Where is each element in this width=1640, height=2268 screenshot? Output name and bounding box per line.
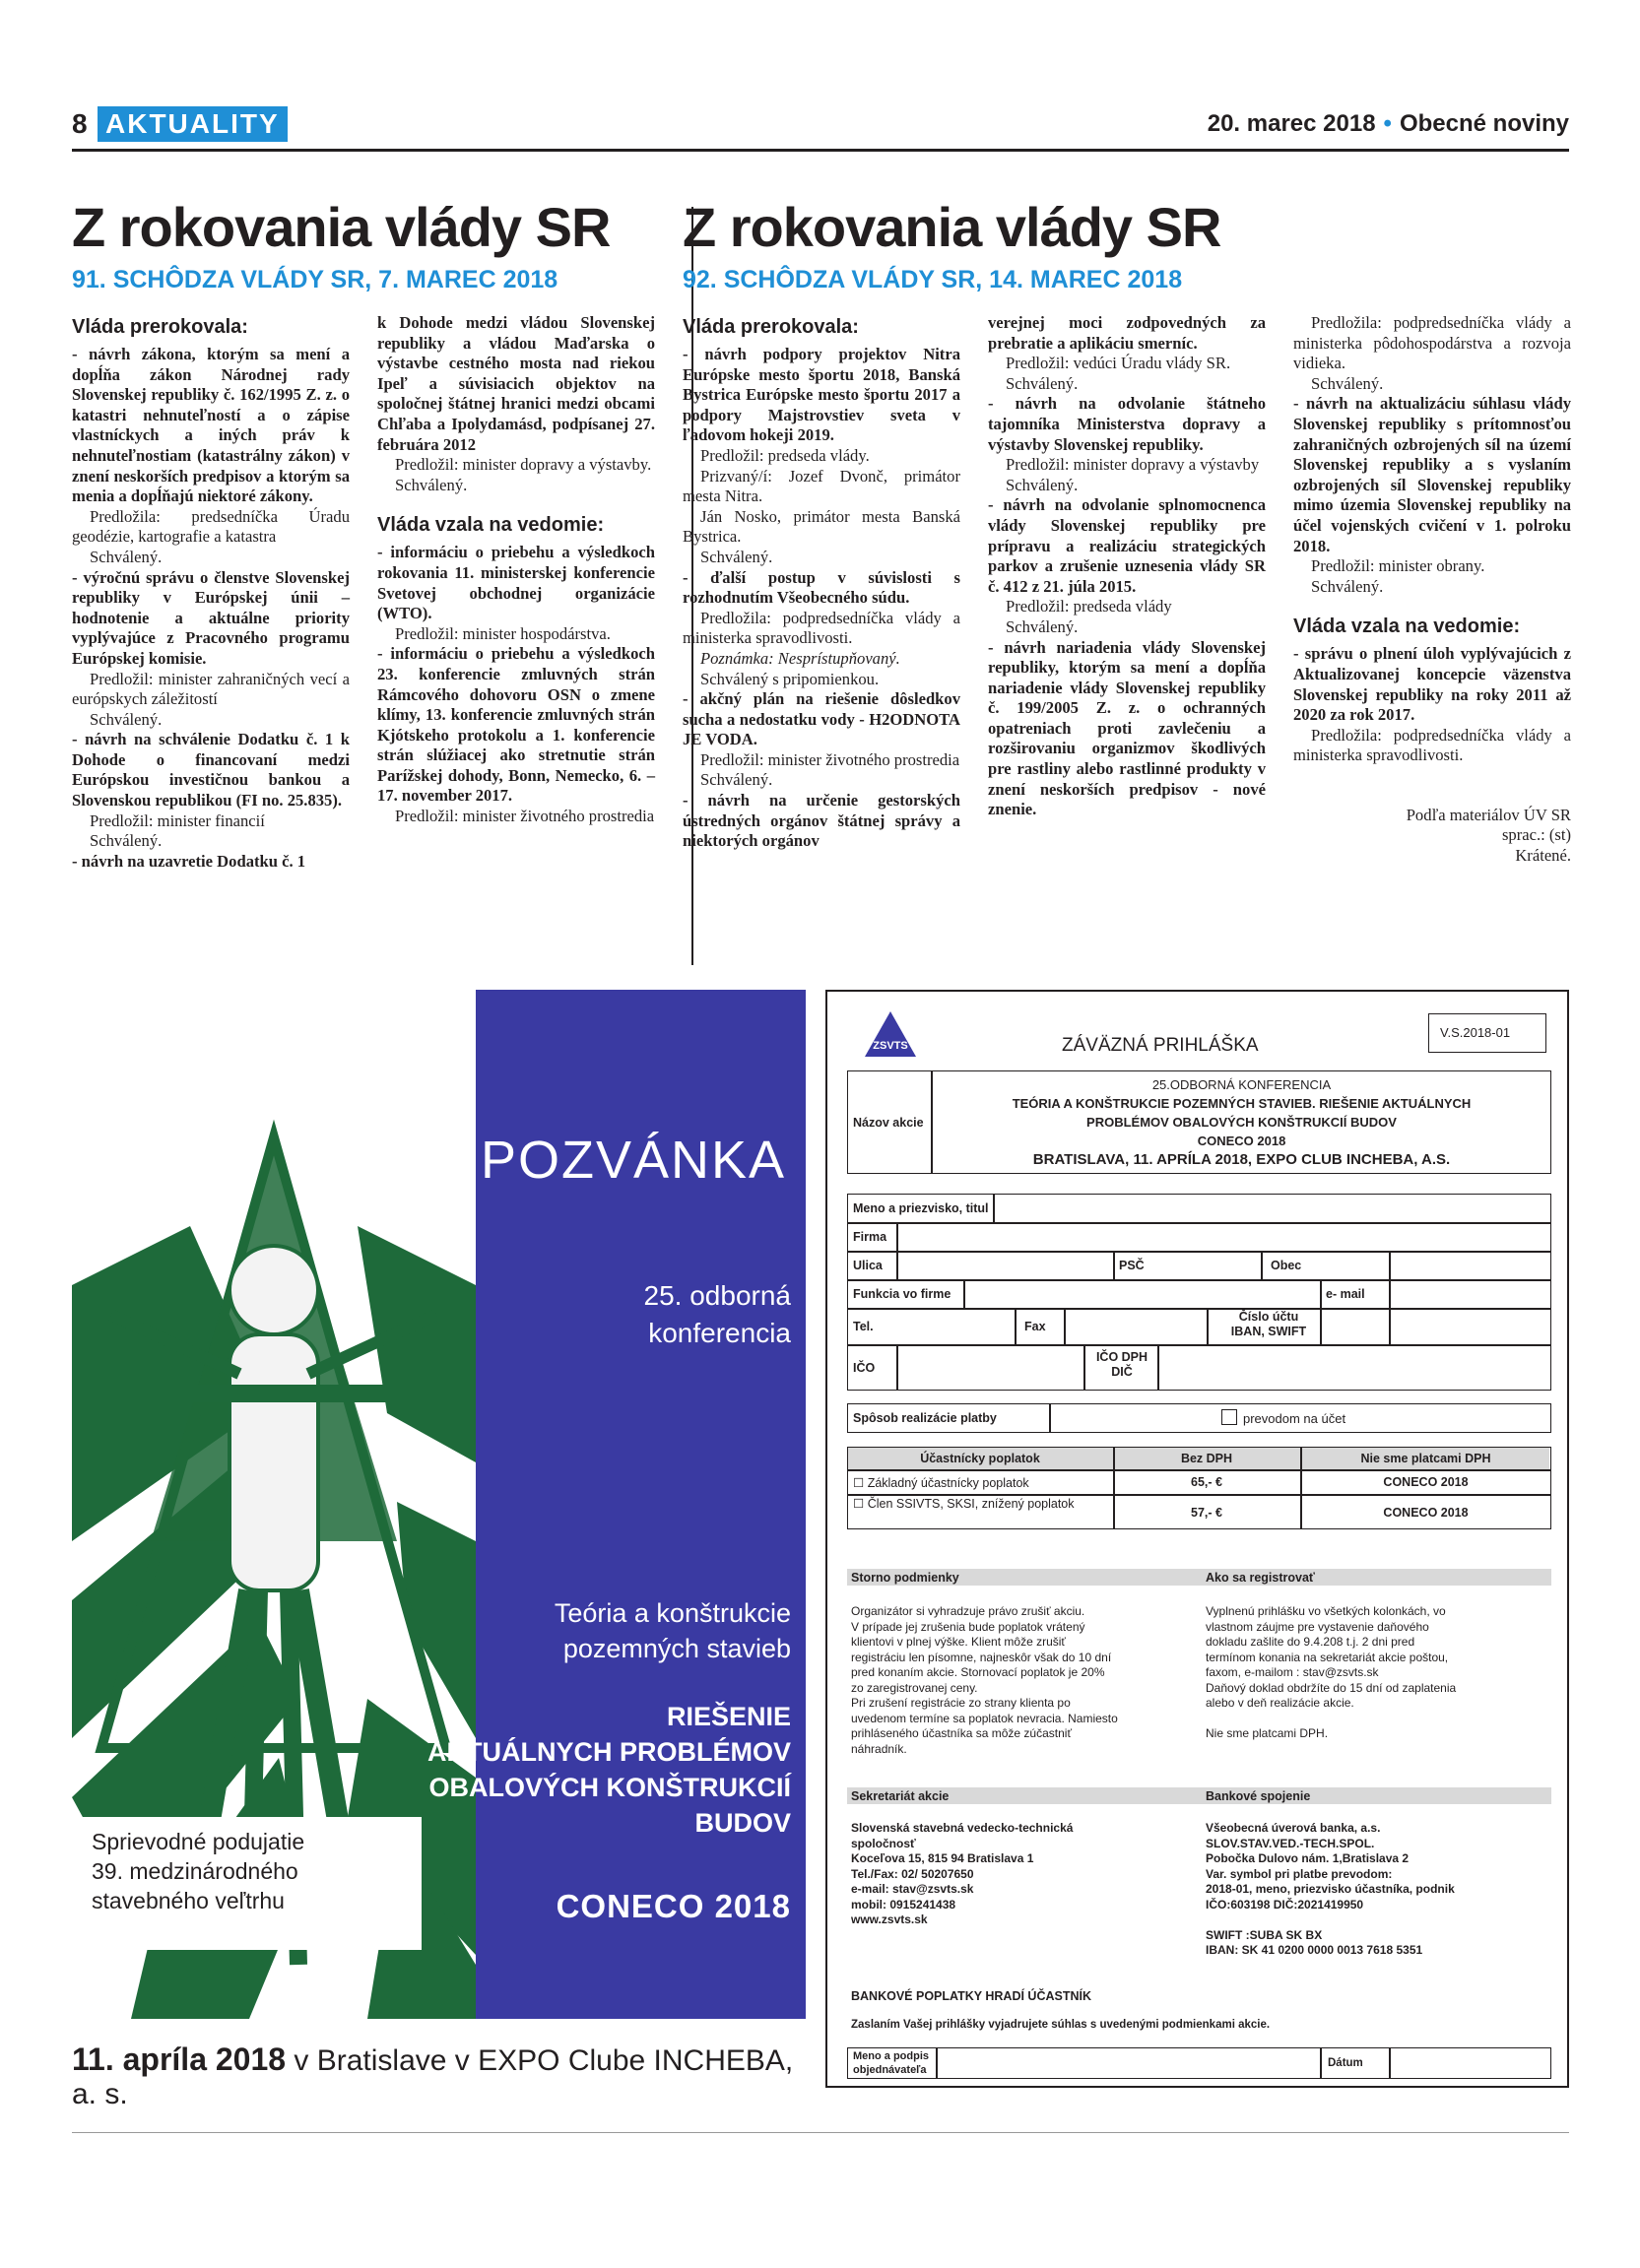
divider <box>1389 1251 1391 1279</box>
text-line: dokladu zašlite do 9.4.208 t.j. 2 dni pred <box>1206 1635 1415 1649</box>
fax-label: Fax <box>1024 1320 1046 1333</box>
poster-venue: v Bratislave v EXPO Clube INCHEBA, a. s. <box>72 2044 794 2110</box>
conference-poster <box>72 990 806 2110</box>
divider <box>1261 1251 1263 1279</box>
fee-label: Základný účastnícky poplatok <box>867 1476 1029 1490</box>
divider <box>896 1344 898 1391</box>
left-article-subtitle: 91. SCHÔDZA VLÁDY SR, 7. MAREC 2018 <box>72 266 558 293</box>
divider <box>963 1279 965 1308</box>
side-line: 39. medzinárodného <box>92 1858 298 1884</box>
function-label: Funkcia vo firme <box>853 1287 951 1301</box>
section-tag: AKTUALITY <box>98 106 288 142</box>
text-line: prihláseného účastníka sa môže zúčastniť <box>851 1726 1072 1740</box>
divider <box>936 2047 938 2079</box>
agenda-note: Schválený. <box>1311 373 1384 393</box>
agenda-note: Predložil: minister zahraničných vecí a európskych záležitostí <box>72 669 350 709</box>
text-line: termínom konania na sekretariát akcie poštou, <box>1206 1650 1449 1664</box>
text-line: pred konaním akcie. Stornovací poplatok je 20% <box>851 1665 1105 1679</box>
storno-text <box>851 1604 1196 1757</box>
section-heading: Vláda prerokovala: <box>72 316 248 338</box>
register-text <box>1206 1604 1550 1742</box>
agenda-note: Poznámka: Nesprístupňovaný. <box>700 648 900 668</box>
zsvts-logo-icon <box>863 1009 918 1059</box>
text-line: IČO:603198 DIČ:2021419950 <box>1206 1897 1364 1912</box>
agenda-note: Schválený. <box>90 831 163 851</box>
left-article-col2 <box>377 313 655 827</box>
text-line: 2018-01, meno, priezvisko účastníka, podnik <box>1206 1882 1455 1896</box>
agenda-note: Predložil: predseda vlády. <box>700 445 870 465</box>
account-label <box>1219 1310 1318 1339</box>
agenda-note: Predložil: vedúci Úradu vlády SR. <box>1006 354 1231 373</box>
agenda-item: - návrh nariadenia vlády Slovenskej republiky, ktorým sa mení a dopĺňa nariadenie vlády Slovenskej republiky č. 199/2005 Z. z. o ochranných opatreniach proti zavlečeniu a rozširovaniu organizmov škodlivých pre rastliny alebo rastlinné produkty v znení neskorších predpisov - nové znenie. <box>988 637 1266 819</box>
bank-title: Bankové spojenie <box>1206 1789 1311 1803</box>
divider <box>847 1279 1551 1281</box>
divider <box>847 1308 1551 1310</box>
agenda-note: Predložil: minister životného prostredia <box>395 807 655 826</box>
divider <box>1015 1308 1017 1344</box>
text-line: IBAN: SK 41 0200 0000 0013 7618 5351 <box>1206 1943 1423 1957</box>
text-line: SWIFT :SUBA SK BX <box>1206 1927 1323 1942</box>
agenda-note: Predložil: predseda vlády <box>1006 597 1172 616</box>
fee-label: Člen SSIVTS, SKSI, znížený poplatok <box>867 1497 1075 1511</box>
divider <box>1389 1308 1391 1344</box>
agenda-note: Predložila: predsedníčka Úradu geodézie, kartografie a katastra <box>72 506 350 547</box>
agenda-item: verejnej moci zodpovedných za prebratie a aplikáciu smerníc. <box>988 313 1266 353</box>
fee-price: 65,- € <box>1191 1475 1222 1489</box>
text-line: Pri zrušení registrácie zo strany klienta po <box>851 1696 1071 1710</box>
agenda-item: k Dohode medzi vládou Slovenskej republiky a vládou Maďarska o výstavbe cestného mosta nad riekou Ipeľ a súvisiacich objektov na spoločnej štátnej hranici medzi obcami Chľaba a Ipolydamásd, podpísanej 27. februára 2012 <box>377 313 655 454</box>
text-line: Všeobecná úverová banka, a.s. <box>1206 1821 1381 1835</box>
agenda-note: Predložil: minister životného prostredia <box>700 749 960 769</box>
text-line: Organizátor si vyhradzuje právo zrušiť akciu. <box>851 1604 1085 1618</box>
poster-topic <box>367 1595 791 1666</box>
signature-line: objednávateľa <box>853 2064 927 2076</box>
fee-price: 57,- € <box>1191 1506 1222 1520</box>
signature-line: Meno a podpis <box>853 2050 929 2062</box>
conf-line: konferencia <box>648 1318 791 1348</box>
name-label: Meno a priezvisko, titul <box>853 1201 989 1215</box>
text-line: Var. symbol pri platbe prevodom: <box>1206 1866 1393 1881</box>
text-line: V prípade jej zrušenia bude poplatok vrátený <box>851 1619 1085 1634</box>
icodph-line: IČO DPH <box>1095 1350 1148 1364</box>
side-line: Sprievodné podujatie <box>92 1829 305 1854</box>
divider <box>896 1251 898 1279</box>
text-line <box>1206 1912 1550 1928</box>
spacer <box>1293 766 1571 806</box>
event-line: CONECO 2018 <box>1197 1134 1286 1148</box>
text-line: náhradník. <box>851 1741 907 1756</box>
poster-side-event <box>92 1827 417 1915</box>
page-number: 8 <box>72 108 88 139</box>
divider <box>1157 1344 1159 1391</box>
divider <box>1083 1344 1085 1391</box>
text-line: Slovenská stavebná vedecko-technická <box>851 1821 1074 1835</box>
headline-line: OBALOVÝCH KONŠTRUKCIÍ <box>428 1773 791 1802</box>
registration-form <box>825 990 1569 2088</box>
poster-date: 11. apríla 2018 <box>72 2041 287 2077</box>
payment-label: Spôsob realizácie platby <box>853 1411 997 1425</box>
left-article-title: Z rokovania vlády SR <box>72 196 611 258</box>
agenda-note: Ján Nosko, primátor mesta Banská Bystrica. <box>683 506 960 547</box>
icodph-label <box>1088 1350 1155 1380</box>
text-line: faxom, e-mailom : stav@zsvts.sk <box>1206 1665 1379 1679</box>
account-line: Číslo účtu <box>1238 1310 1299 1324</box>
text-line: e-mail: stav@zsvts.sk <box>851 1882 974 1896</box>
text-line: www.zsvts.sk <box>851 1912 928 1926</box>
text-line: alebo v deň realizácie akcie. <box>1206 1696 1354 1710</box>
topic-line: pozemných stavieb <box>562 1634 791 1663</box>
headline-line: RIEŠENIE <box>666 1702 791 1731</box>
text-line: Koceľova 15, 815 94 Bratislava 1 <box>851 1851 1034 1865</box>
agenda-item: - správu o plnení úloh vyplývajúcich z Aktualizovanej koncepcie väzenstva Slovenskej republiky na roky 2011 až 2020 za rok 2017. <box>1293 644 1571 725</box>
register-title: Ako sa registrovať <box>1206 1571 1315 1585</box>
text-line: zo zaregistrovanej ceny. <box>851 1680 978 1695</box>
topic-line: Teória a konštrukcie <box>554 1598 791 1628</box>
divider <box>931 1070 933 1174</box>
agenda-note: Predložil: minister obrany. <box>1311 556 1485 576</box>
fee-note: CONECO 2018 <box>1383 1506 1469 1520</box>
name-input[interactable] <box>997 1197 1548 1220</box>
divider <box>1320 1279 1322 1308</box>
poster-conference-name: CONECO 2018 <box>556 1888 791 1924</box>
fee-row-label[interactable]: ☐ Člen SSIVTS, SKSI, znížený poplatok <box>853 1497 1075 1511</box>
paper-name: Obecné noviny <box>1399 110 1569 137</box>
agenda-note: Predložil: minister dopravy a výstavby <box>1006 455 1260 475</box>
divider <box>847 1494 1551 1496</box>
divider <box>847 1344 1551 1346</box>
payment-checkbox[interactable] <box>1221 1409 1237 1425</box>
agenda-note: Schválený. <box>90 709 163 729</box>
agenda-note: Schválený. <box>700 770 773 790</box>
consent-text: Zaslaním Vašej prihlášky vyjadrujete súhlas s uvedenými podmienkami akcie. <box>851 2019 1271 2031</box>
fee-header: Účastnícky poplatok <box>920 1452 1040 1465</box>
secretariat-text <box>851 1821 1196 1928</box>
ico-label: IČO <box>853 1361 876 1375</box>
text-line: Daňový doklad obdržíte do 15 dní od zaplatenia <box>1206 1680 1457 1695</box>
fee-header: Bez DPH <box>1180 1452 1233 1465</box>
agenda-item: - výročnú správu o členstve Slovenskej republiky v Európskej únii – hodnotenie a aktuálne priority vyplývajúce z Pracovného programu Európskej komisie. <box>72 567 350 668</box>
street-label: Ulica <box>853 1259 883 1272</box>
form-title: ZÁVÄZNÁ PRIHLÁŠKA <box>1062 1035 1259 1056</box>
text-line: spoločnosť <box>851 1836 916 1850</box>
agenda-note: Prizvaný/í: Jozef Dvonč, primátor mesta Nitra. <box>683 466 960 506</box>
source-credit: Podľa materiálov ÚV SR <box>1406 805 1571 824</box>
signature-label <box>853 2049 929 2077</box>
event-line: 25.ODBORNÁ KONFERENCIA <box>1151 1077 1332 1092</box>
agenda-note: Predložil: minister hospodárstva. <box>395 623 611 643</box>
agenda-note: Schválený. <box>395 475 468 494</box>
divider <box>1389 2047 1391 2079</box>
divider <box>1049 1403 1051 1433</box>
agenda-note: Schválený. <box>1006 616 1079 636</box>
agenda-note: Predložil: minister financií <box>90 810 265 830</box>
form-code: V.S.2018-01 <box>1440 1025 1511 1040</box>
section-heading: Vláda vzala na vedomie: <box>377 514 605 537</box>
agenda-note: Schválený. <box>700 547 773 566</box>
account-line: IBAN, SWIFT <box>1230 1325 1307 1338</box>
agenda-item: - ďalší postup v súvislosti s rozhodnutím Všeobecného súdu. <box>683 567 960 608</box>
text-line: Tel./Fax: 02/ 50207650 <box>851 1866 974 1881</box>
text-line: Vyplnenú prihlášku vo všetkých kolonkách, vo <box>1206 1604 1446 1618</box>
right-article-col3 <box>1293 313 1571 867</box>
text-line <box>1206 1712 1550 1727</box>
agenda-note: Schválený. <box>90 547 163 566</box>
section-heading: Vláda vzala na vedomie: <box>1293 616 1521 638</box>
event-line: TEÓRIA A KONŠTRUKCIE POZEMNÝCH STAVIEB. RIEŠENIE AKTUÁLNYCH <box>1012 1096 1472 1111</box>
right-article-subtitle: 92. SCHÔDZA VLÁDY SR, 14. MAREC 2018 <box>683 266 1183 293</box>
divider <box>1320 2047 1322 2079</box>
email-input[interactable] <box>1393 1282 1548 1306</box>
headline-line: BUDOV <box>694 1808 791 1838</box>
agenda-note: Schválený. <box>1006 373 1079 393</box>
divider <box>1064 1308 1066 1344</box>
agenda-note: Schválený. <box>1006 475 1079 494</box>
bank-fees-note: BANKOVÉ POPLATKY HRADÍ ÚČASTNÍK <box>851 1989 1091 2003</box>
divider <box>847 1469 1551 1471</box>
text-line: mobil: 0915241438 <box>851 1897 956 1912</box>
agenda-item: - akčný plán na riešenie dôsledkov sucha a nedostatku vody - H2ODNOTA JE VODA. <box>683 689 960 749</box>
issue-date: 20. marec 2018 <box>1207 110 1376 137</box>
tel-label: Tel. <box>853 1320 874 1333</box>
poster-conference-number <box>476 1277 791 1352</box>
divider <box>847 1251 1551 1253</box>
secretariat-title: Sekretariát akcie <box>851 1789 950 1803</box>
agenda-item: - návrh na schválenie Dodatku č. 1 k Dohode o financovaní medzi Európskou investičnou bankou a Slovenskou republikou (FI no. 25.835). <box>72 730 350 810</box>
storno-title: Storno podmienky <box>851 1571 959 1585</box>
poster-headline <box>367 1699 791 1841</box>
text-line: Pobočka Dulovo nám. 1,Bratislava 2 <box>1206 1851 1410 1865</box>
divider <box>1113 1251 1115 1279</box>
event-line: PROBLÉMOV OBALOVÝCH KONŠTRUKCIÍ BUDOV <box>1086 1115 1397 1130</box>
date-label: Dátum <box>1328 2057 1363 2069</box>
signature-input[interactable] <box>939 2049 1317 2077</box>
right-article-col1 <box>683 313 960 852</box>
agenda-note: Schválený. <box>1311 576 1384 596</box>
agenda-item: - informáciu o priebehu a výsledkoch 23. konferencie zmluvných strán Rámcového dohovoru OSN o zmene klímy, 13. konferencie zmluvných strán Kjótskeho protokolu a 1. konferencie strán slúžiacej ako stretnutie strán Parížskej dohody, Bonn, Nemecko, 6. – 17. november 2017. <box>377 644 655 806</box>
header-date-paper <box>1208 110 1569 138</box>
agenda-item: - návrh podpory projektov Nitra Európske mesto športu 2018, Banská Bystrica Európske mesto športu 2017 a podpory Majstrovstiev sveta v ľadovom hokeji 2019. <box>683 345 960 445</box>
date-input[interactable] <box>1392 2049 1549 2077</box>
bottom-rule <box>72 2132 1569 2133</box>
firm-label: Firma <box>853 1230 887 1244</box>
headline-line: AKTUÁLNYCH PROBLÉMOV <box>427 1737 791 1767</box>
poster-title: POZVÁNKA <box>480 1131 787 1190</box>
psc-label: PSČ <box>1119 1259 1145 1272</box>
divider <box>1320 1308 1322 1344</box>
poster-artwork <box>72 990 806 2019</box>
fee-note: CONECO 2018 <box>1383 1475 1469 1489</box>
obec-label: Obec <box>1271 1259 1302 1272</box>
left-article-col1 <box>72 313 350 872</box>
right-article-col2 <box>988 313 1266 820</box>
event-line: BRATISLAVA, 11. APRÍLA 2018, EXPO CLUB INCHEBA, A.S. <box>1032 1151 1451 1168</box>
bullet-separator: • <box>1383 110 1392 137</box>
agenda-note: Schválený s pripomienkou. <box>700 669 880 688</box>
firm-input[interactable] <box>900 1225 1548 1249</box>
agenda-item: - informáciu o priebehu a výsledkoch rokovania 11. ministerskej konferencie Svetovej obchodnej organizácie (WTO). <box>377 543 655 623</box>
text-line: Nie sme platcami DPH. <box>1206 1726 1329 1740</box>
icodph-line: DIČ <box>1111 1365 1133 1379</box>
side-line: stavebného veľtrhu <box>92 1888 285 1913</box>
text-line: klientovi v plnej výške. Klient môže zrušiť <box>851 1635 1066 1649</box>
text-line: vlastnom záujme pre vystavenie daňového <box>1206 1619 1429 1634</box>
agenda-item: - návrh na určenie gestorských ústredných orgánov štátnej správy a niektorých orgánov <box>683 791 960 851</box>
agenda-note: Predložila: podpredsedníčka vlády a ministerka spravodlivosti. <box>1293 725 1571 765</box>
text-line: registráciu len písomne, najneskôr však do 10 dní <box>851 1650 1112 1664</box>
fee-row-label[interactable]: ☐ Základný účastnícky poplatok <box>853 1476 1029 1490</box>
page-header <box>72 106 1569 152</box>
text-line: uvedenom termíne sa poplatok nevracia. Namiesto <box>851 1711 1118 1725</box>
agenda-item: - návrh na odvolanie splnomocnenca vlády Slovenskej republiky pre prípravu a realizáciu strategických parkov a zrušenie uznesenia vlády SR č. 412 z 21. júla 2015. <box>988 495 1266 596</box>
agenda-item: - návrh na aktualizáciu súhlasu vlády Slovenskej republiky s prítomnosťou zahraničných ozbrojených síl na území Slovenskej republiky a s vyslaním ozbrojených síl Slovenskej republiky mimo územia Slovenskej republiky na účel vojenských cvičení v 1. polroku 2018. <box>1293 394 1571 555</box>
source-credit: sprac.: (st) <box>1501 825 1571 845</box>
event-label: Názov akcie <box>853 1116 924 1130</box>
agenda-item: - návrh na uzavretie Dodatku č. 1 <box>72 851 306 871</box>
poster-date-venue <box>72 2041 806 2111</box>
divider <box>993 1194 995 1222</box>
event-name <box>934 1075 1549 1169</box>
fee-header: Nie sme platcami DPH <box>1360 1452 1491 1465</box>
agenda-note: Predložila: podpredsedníčka vlády a ministerka spravodlivosti. <box>683 608 960 648</box>
right-article-title: Z rokovania vlády SR <box>683 196 1221 258</box>
divider <box>847 1222 1551 1224</box>
svg-text:ZSVTS: ZSVTS <box>873 1040 908 1052</box>
conf-line: 25. odborná <box>643 1280 791 1311</box>
agenda-note: Predložil: minister dopravy a výstavby. <box>395 455 652 475</box>
text-line: SLOV.STAV.VED.-TECH.SPOL. <box>1206 1836 1375 1850</box>
divider <box>1207 1308 1209 1344</box>
agenda-item: - návrh zákona, ktorým sa mení a dopĺňa zákon Národnej rady Slovenskej republiky č. 162/1995 Z. z. o katastri nehnuteľností a o zápise vlastníckych a iných práv k nehnuteľnostiam (katastrálny zákon) v znení neskorších predpisov a ktorým sa menia a dopĺňajú niektoré zákony. <box>72 345 350 506</box>
agenda-note: Predložila: podpredsedníčka vlády a ministerka pôdohospodárstva a rozvoja vidieka. <box>1293 313 1571 373</box>
divider <box>1389 1279 1391 1308</box>
agenda-item: - návrh na odvolanie štátneho tajomníka Ministerstva dopravy a výstavby Slovenskej republiky. <box>988 394 1266 454</box>
payment-option: prevodom na účet <box>1243 1411 1346 1426</box>
email-label: e- mail <box>1326 1287 1365 1301</box>
bank-text <box>1206 1821 1550 1959</box>
source-credit: Krátené. <box>1515 846 1571 866</box>
divider <box>896 1222 898 1251</box>
section-heading: Vláda prerokovala: <box>683 316 859 338</box>
